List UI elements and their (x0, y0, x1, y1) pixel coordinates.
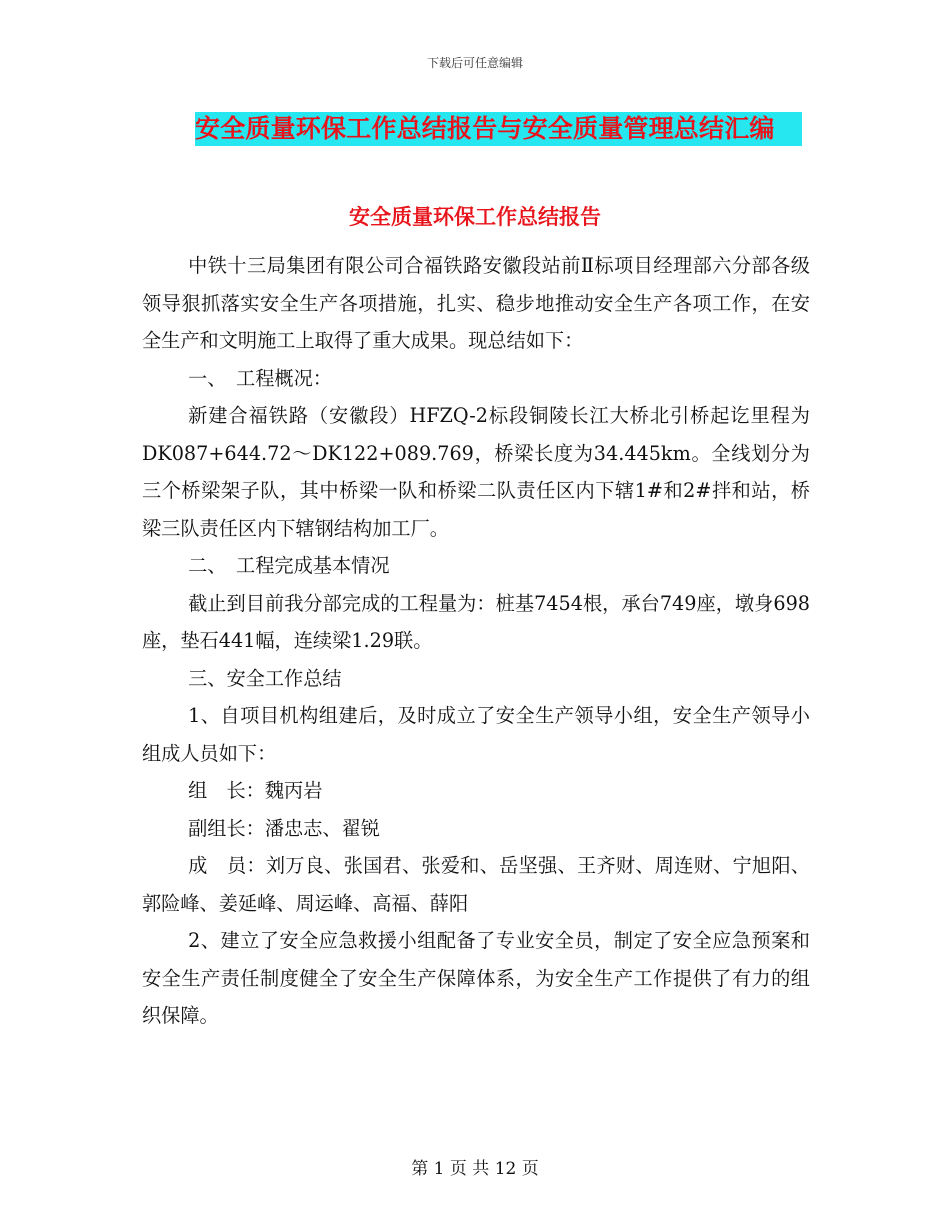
paragraph-intro: 中铁十三局集团有限公司合福铁路安徽段站前Ⅱ标项目经理部六分部各级领导狠抓落实安全生产各项措施，扎实、稳步地推动安全生产各项工作，在安全生产和文明施工上取得了重大成果。现总结如下： (142, 254, 810, 352)
heading-safety-summary: 三、安全工作总结 (188, 666, 342, 690)
paragraph-work-progress: 截止到目前我分部完成的工程量为：桩基7454根，承台749座，墩身698座，垫石441幅，连续梁1.29联。 (142, 591, 810, 652)
members-line: 成 员：刘万良、张国君、张爱和、岳坚强、王齐财、周连财、宁旭阳、郭险峰、姜延峰、周运峰、高福、薛阳 (142, 854, 810, 915)
page-indicator: 第 1 页 共 12 页 (411, 1159, 539, 1179)
group-leader-line: 组 长：魏丙岩 (188, 779, 323, 802)
heading-work-progress: 二、 工程完成基本情况 (188, 554, 390, 577)
document-body (142, 247, 810, 1035)
heading-project-overview: 一、 工程概况： (188, 366, 332, 390)
paragraph-project-overview: 新建合福铁路（安徽段）HFZQ-2标段铜陵长江大桥北引桥起讫里程为DK087+644.72～DK122+089.769，桥梁长度为34.445km。全线划分为三个桥梁架子队，其中桥梁一队和桥梁二队责任区内下辖1#和2#拌和站，桥梁三队责任区内下辖钢结构加工厂。 (142, 404, 810, 540)
paragraph-safety-group: 1、自项目机构组建后，及时成立了安全生产领导小组，安全生产领导小组成人员如下： (142, 704, 810, 765)
deputy-leader-line: 副组长：潘忠志、翟锐 (188, 816, 380, 840)
header-note: 下载后可任意编辑 (426, 56, 523, 70)
main-title: 安全质量环保工作总结报告与安全质量管理总结汇编 (195, 112, 802, 146)
sub-title: 安全质量环保工作总结报告 (349, 204, 601, 229)
paragraph-emergency-team: 2、建立了安全应急救援小组配备了专业安全员，制定了安全应急预案和安全生产责任制度健全了安全生产保障体系，为安全生产工作提供了有力的组织保障。 (142, 929, 810, 1027)
